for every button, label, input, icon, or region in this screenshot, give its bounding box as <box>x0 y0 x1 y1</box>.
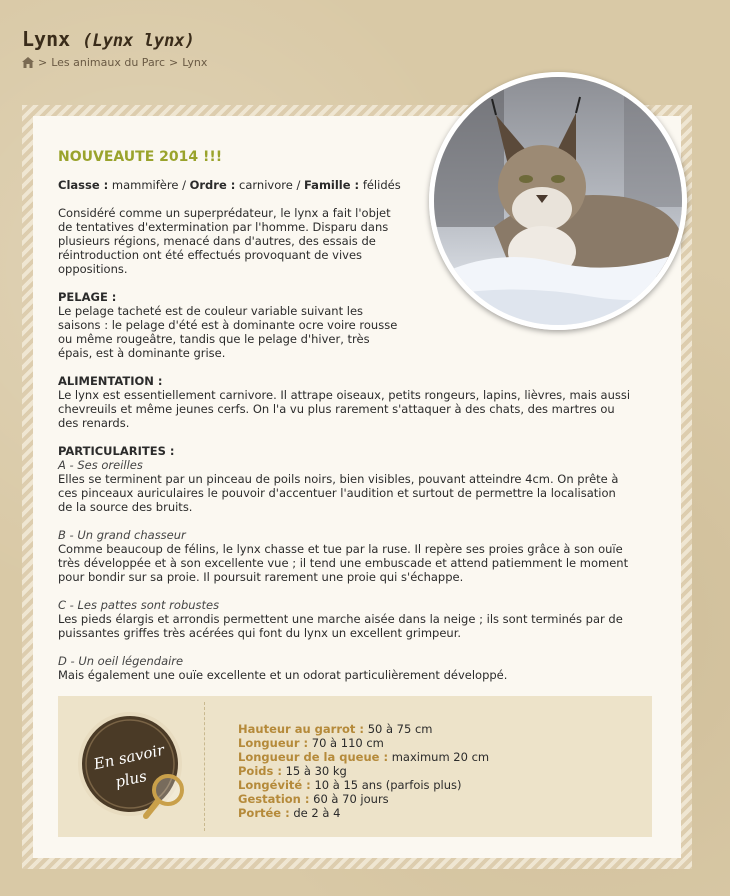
ordre-label: Ordre : <box>189 178 236 192</box>
fact-item <box>238 778 489 792</box>
facts-box <box>58 696 652 837</box>
ordre-value: carnivore <box>239 178 293 192</box>
fact-value: 15 à 30 kg <box>285 764 347 778</box>
fact-label: Poids : <box>238 764 282 778</box>
particularite-c <box>58 598 633 640</box>
classe-value: mammifère <box>111 178 179 192</box>
particularite-subtitle: B - Un grand chasseur <box>58 528 186 542</box>
breadcrumb-separator: > <box>38 56 48 69</box>
particularite-d <box>58 654 633 682</box>
fact-item <box>238 736 489 750</box>
particularite-b <box>58 528 633 584</box>
home-icon[interactable] <box>22 57 34 68</box>
facts-divider <box>204 702 205 831</box>
fact-item <box>238 722 489 736</box>
alimentation-heading: ALIMENTATION : <box>58 374 163 388</box>
badge-line1: En savoir <box>92 740 166 774</box>
famille-label: Famille : <box>304 178 360 192</box>
fact-item <box>238 750 489 764</box>
badge-line2: plus <box>113 767 149 792</box>
famille-value: félidés <box>362 178 401 192</box>
intro-paragraph: Considéré comme un superprédateur, le lynx a fait l'objet de tentatives d'extermination par l'homme. Disparu dans plusieurs régions, menacé dans d'autres, des essais de réintroduction ont été effectués provoquant de vives oppositions. <box>58 206 391 276</box>
particularite-subtitle: D - Un oeil légendaire <box>58 654 184 668</box>
particularite-text: Mais également une ouïe excellente et un odorat particulièrement développé. <box>58 668 508 682</box>
alimentation-text: Le lynx est essentiellement carnivore. Il attrape oiseaux, petits rongeurs, lapins, lièvres, mais aussi chevreuils et même jeunes cerfs. On l'a vu plus rarement s'attaquer à des chats, des martres ou des renards. <box>58 388 631 430</box>
fact-label: Gestation : <box>238 792 310 806</box>
fact-item <box>238 806 489 820</box>
article-content <box>58 150 633 696</box>
headline: NOUVEAUTE 2014 !!! <box>58 149 223 165</box>
classification-sep: / <box>182 178 186 192</box>
alimentation-section <box>58 374 633 430</box>
fact-label: Hauteur au garrot : <box>238 722 365 736</box>
breadcrumb <box>22 56 207 69</box>
classification-sep: / <box>296 178 301 192</box>
breadcrumb-separator: > <box>169 56 179 69</box>
fact-value: de 2 à 4 <box>293 806 341 820</box>
fact-label: Portée : <box>238 806 290 820</box>
particularite-a <box>58 444 633 514</box>
fact-label: Longévité : <box>238 778 311 792</box>
fact-value: 50 à 75 cm <box>367 722 433 736</box>
classification <box>58 178 403 192</box>
en-savoir-plus-badge[interactable] <box>76 710 194 822</box>
pelage-section <box>58 290 403 360</box>
fact-item <box>238 764 489 778</box>
particularite-subtitle: A - Ses oreilles <box>58 458 143 472</box>
fact-value: maximum 20 cm <box>391 750 490 764</box>
pelage-text: Le pelage tacheté est de couleur variable suivant les saisons : le pelage d'été est à dominante ocre voire rousse ou même rougeâtre, tandis que le pelage d'hiver, très épais, est à dominante grise. <box>58 304 398 360</box>
fact-item <box>238 792 489 806</box>
particularite-text: Les pieds élargis et arrondis permettent une marche aisée dans la neige ; ils sont terminés par de puissantes griffes très acérées qui font du lynx un excellent grimpeur. <box>58 612 623 640</box>
page-title <box>22 27 195 51</box>
particularite-text: Elles se terminent par un pinceau de poils noirs, bien visibles, pouvant atteindre 4cm. On prête à ces pinceaux auriculaires le pouvoir d'accentuer l'audition et surtout de permettre la localisation de la source des bruits. <box>58 472 619 514</box>
particularite-text: Comme beaucoup de félins, le lynx chasse et tue par la ruse. Il repère ses proies grâce à son ouïe très développée et à son excellente vue ; il tend une embuscade et attend patiemment le moment pour bondir sur sa proie. Il poursuit rarement une proie qui s'échappe. <box>58 542 629 584</box>
fact-value: 60 à 70 jours <box>313 792 389 806</box>
breadcrumb-link-animaux[interactable]: Les animaux du Parc <box>51 56 166 69</box>
latin-name: (Lynx lynx) <box>82 31 195 51</box>
page-title-text: Lynx <box>22 27 71 51</box>
breadcrumb-link-lynx[interactable]: Lynx <box>182 56 208 69</box>
fact-label: Longueur : <box>238 736 309 750</box>
fact-label: Longueur de la queue : <box>238 750 389 764</box>
particularites-heading: PARTICULARITES : <box>58 444 175 458</box>
pelage-heading: PELAGE : <box>58 290 117 304</box>
fact-value: 10 à 15 ans (parfois plus) <box>314 778 462 792</box>
particularite-subtitle: C - Les pattes sont robustes <box>58 598 220 612</box>
classe-label: Classe : <box>58 178 109 192</box>
facts-list <box>238 722 489 820</box>
fact-value: 70 à 110 cm <box>311 736 384 750</box>
